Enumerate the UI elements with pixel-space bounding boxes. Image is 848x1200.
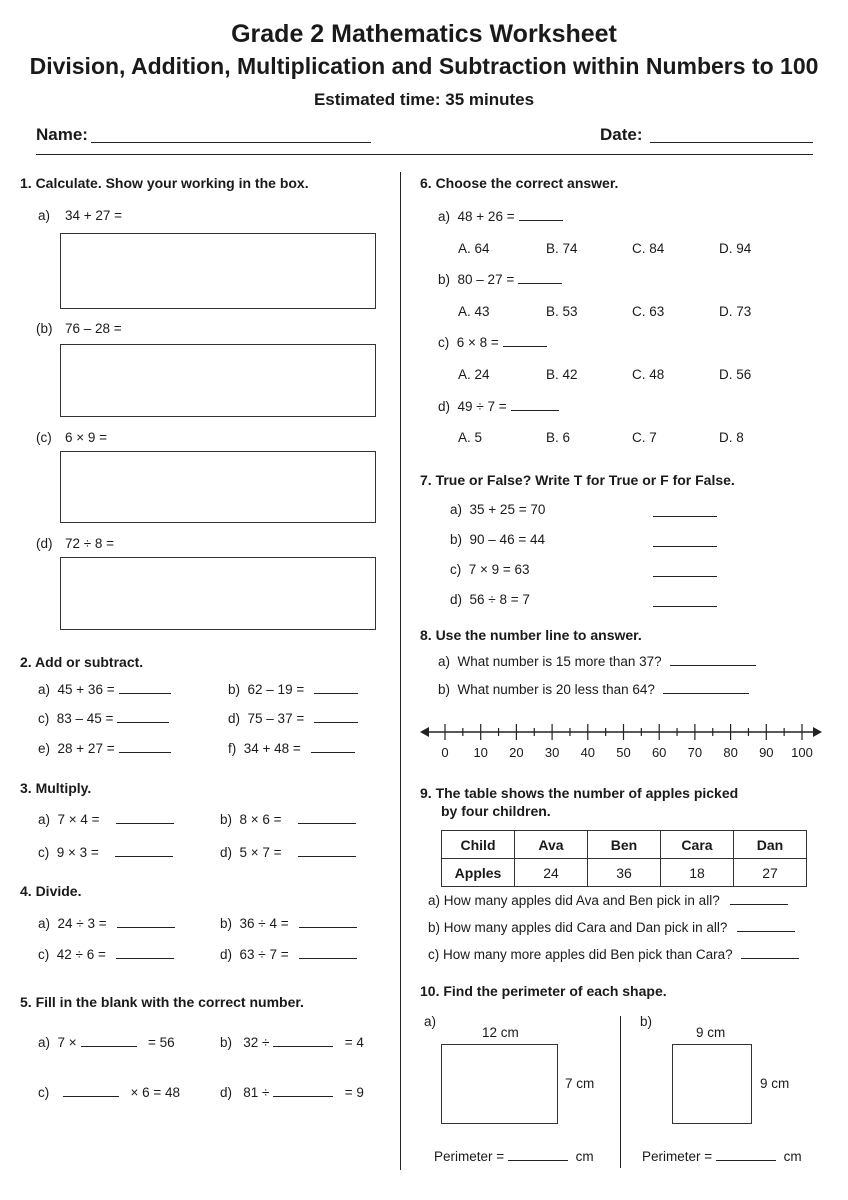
answer-blank[interactable]	[670, 665, 756, 666]
q3-item: a) 7 × 4 =	[38, 812, 174, 827]
q1-item-expr: 34 + 27 =	[65, 208, 123, 223]
worksheet-subtitle: Division, Addition, Multiplication and Subtraction within Numbers to 100	[29, 53, 819, 79]
answer-blank[interactable]	[518, 283, 562, 284]
answer-blank[interactable]	[298, 856, 356, 857]
table-header: Child	[442, 831, 515, 859]
q4-item: a) 24 ÷ 3 =	[38, 916, 175, 931]
number-line-label: 10	[473, 745, 488, 760]
answer-blank[interactable]	[716, 1160, 776, 1161]
q6-option[interactable]: D. 56	[719, 367, 752, 382]
q8-item: a) What number is 15 more than 37?	[438, 654, 756, 669]
q5-item: c) × 6 = 48	[38, 1085, 181, 1100]
number-line-label: 60	[651, 745, 667, 760]
number-line	[420, 720, 825, 744]
q1-item-label: (b)	[36, 321, 53, 336]
answer-blank[interactable]	[117, 722, 169, 723]
q6-option[interactable]: C. 84	[632, 241, 665, 256]
answer-blank[interactable]	[653, 576, 717, 577]
q1-working-box-a[interactable]	[60, 233, 376, 309]
q6-option[interactable]: C. 63	[632, 304, 665, 319]
q9-item: b) How many apples did Cara and Dan pick in all?	[428, 920, 795, 935]
shape-a-side-length: 7 cm	[565, 1076, 595, 1091]
answer-blank[interactable]	[273, 1096, 333, 1097]
perimeter-a: Perimeter = cm	[434, 1149, 594, 1164]
q6-option[interactable]: B. 6	[546, 430, 571, 445]
q1-title: 1. Calculate. Show your working in the box.	[20, 175, 309, 191]
shape-b-label: b)	[640, 1014, 653, 1029]
answer-blank[interactable]	[119, 693, 171, 694]
q6-option[interactable]: D. 73	[719, 304, 752, 319]
table-header: Apples	[442, 859, 515, 887]
right-arrow-icon	[813, 727, 822, 737]
table-cell: 18	[661, 859, 734, 887]
q6-option[interactable]: C. 48	[632, 367, 665, 382]
answer-blank[interactable]	[116, 958, 174, 959]
q1-working-box-b[interactable]	[60, 344, 376, 417]
q6-option[interactable]: A. 24	[458, 367, 490, 382]
answer-blank[interactable]	[653, 546, 717, 547]
q2-item: b) 62 – 19 =	[228, 682, 358, 697]
shape-b-top-length: 9 cm	[696, 1025, 726, 1040]
table-cell: Dan	[734, 831, 807, 859]
number-line-label: 30	[544, 745, 560, 760]
q1-working-box-d[interactable]	[60, 557, 376, 630]
number-line-label: 70	[687, 745, 703, 760]
answer-blank[interactable]	[119, 752, 171, 753]
q2-item: e) 28 + 27 =	[38, 741, 171, 756]
apples-table	[441, 830, 807, 887]
answer-blank[interactable]	[741, 958, 799, 959]
q2-item: d) 75 – 37 =	[228, 711, 358, 726]
q6-option[interactable]: B. 42	[546, 367, 578, 382]
q6-question: b) 80 – 27 =	[438, 272, 562, 287]
q1-item-label: (d)	[36, 536, 53, 551]
q9-item: a) How many apples did Ava and Ben pick in all?	[428, 893, 788, 908]
q5-item: d) 81 ÷ = 9	[220, 1085, 364, 1100]
q6-option[interactable]: B. 53	[546, 304, 578, 319]
worksheet-title: Grade 2 Mathematics Worksheet	[231, 20, 617, 48]
number-line-label: 20	[509, 745, 524, 760]
q1-item-expr: 76 – 28 =	[65, 321, 122, 336]
answer-blank[interactable]	[81, 1046, 137, 1047]
answer-blank[interactable]	[115, 856, 173, 857]
answer-blank[interactable]	[311, 752, 355, 753]
answer-blank[interactable]	[653, 516, 717, 517]
q6-option[interactable]: A. 43	[458, 304, 490, 319]
number-line-label: 0	[441, 745, 449, 760]
q1-item-expr: 72 ÷ 8 =	[65, 536, 115, 551]
q7-item: d) 56 ÷ 8 = 7	[450, 592, 530, 607]
q2-item: c) 83 – 45 =	[38, 711, 169, 726]
q7-item: b) 90 – 46 = 44	[450, 532, 545, 547]
number-line-label: 40	[580, 745, 596, 760]
number-line-label: 90	[759, 745, 774, 760]
q8-item: b) What number is 20 less than 64?	[438, 682, 749, 697]
answer-blank[interactable]	[653, 606, 717, 607]
q9-title: 9. The table shows the number of apples picked	[420, 785, 739, 801]
q4-item: d) 63 ÷ 7 =	[220, 947, 357, 962]
q8-title: 8. Use the number line to answer.	[420, 627, 642, 643]
q4-item: c) 42 ÷ 6 =	[38, 947, 174, 962]
table-cell: 36	[588, 859, 661, 887]
q10-title: 10. Find the perimeter of each shape.	[420, 983, 667, 999]
shape-divider	[620, 1016, 621, 1168]
table-cell: Ava	[515, 831, 588, 859]
square-shape	[672, 1044, 752, 1124]
column-divider	[400, 172, 401, 1170]
q6-title: 6. Choose the correct answer.	[420, 175, 619, 191]
answer-blank[interactable]	[508, 1160, 568, 1161]
q6-question: c) 6 × 8 =	[438, 335, 547, 350]
q2-item: f) 34 + 48 =	[228, 741, 355, 756]
q5-title: 5. Fill in the blank with the correct number.	[20, 994, 304, 1010]
date-field[interactable]	[650, 142, 813, 143]
date-label: Date:	[600, 125, 643, 144]
number-line-label: 100	[791, 745, 813, 760]
name-field[interactable]	[91, 142, 371, 143]
answer-blank[interactable]	[314, 693, 358, 694]
q1-item-label: (c)	[36, 430, 52, 445]
q2-item: a) 45 + 36 =	[38, 682, 171, 697]
q7-title: 7. True or False? Write T for True or F for False.	[420, 472, 735, 488]
q4-item: b) 36 ÷ 4 =	[220, 916, 357, 931]
q9-title-cont: by four children.	[441, 803, 551, 819]
q6-option[interactable]: D. 8	[719, 430, 744, 445]
q2-title: 2. Add or subtract.	[20, 654, 144, 670]
name-label: Name:	[36, 125, 88, 144]
answer-blank[interactable]	[117, 927, 175, 928]
header-divider	[36, 154, 813, 155]
q6-option[interactable]: C. 7	[632, 430, 657, 445]
q6-option[interactable]: D. 94	[719, 241, 752, 256]
q5-item: b) 32 ÷ = 4	[220, 1035, 364, 1050]
q7-item: a) 35 + 25 = 70	[450, 502, 546, 517]
perimeter-b: Perimeter = cm	[642, 1149, 802, 1164]
q9-item: c) How many more apples did Ben pick than Cara?	[428, 947, 799, 962]
answer-blank[interactable]	[299, 958, 357, 959]
table-cell: 27	[734, 859, 807, 887]
shape-b-side-length: 9 cm	[760, 1076, 790, 1091]
q3-item: c) 9 × 3 =	[38, 845, 173, 860]
q3-item: d) 5 × 7 =	[220, 845, 356, 860]
number-line-label: 50	[616, 745, 631, 760]
answer-blank[interactable]	[298, 823, 356, 824]
q6-question: d) 49 ÷ 7 =	[438, 399, 559, 414]
table-cell: 24	[515, 859, 588, 887]
q6-option[interactable]: A. 64	[458, 241, 490, 256]
left-arrow-icon	[420, 727, 429, 737]
shape-a-top-length: 12 cm	[482, 1025, 519, 1040]
q3-title: 3. Multiply.	[20, 780, 92, 796]
q4-title: 4. Divide.	[20, 883, 82, 899]
q6-option[interactable]: A. 5	[458, 430, 483, 445]
answer-blank[interactable]	[116, 823, 174, 824]
table-cell: Ben	[588, 831, 661, 859]
answer-blank[interactable]	[63, 1096, 119, 1097]
answer-blank[interactable]	[663, 693, 749, 694]
answer-blank[interactable]	[737, 931, 795, 932]
table-cell: Cara	[661, 831, 734, 859]
answer-blank[interactable]	[730, 904, 788, 905]
answer-blank[interactable]	[511, 410, 559, 411]
q6-question: a) 48 + 26 =	[438, 209, 563, 224]
estimated-time: Estimated time: 35 minutes	[313, 90, 535, 109]
answer-blank[interactable]	[273, 1046, 333, 1047]
number-line-label: 80	[723, 745, 738, 760]
answer-blank[interactable]	[519, 220, 563, 221]
answer-blank[interactable]	[314, 722, 358, 723]
answer-blank[interactable]	[299, 927, 357, 928]
q1-item-expr: 6 × 9 =	[65, 430, 108, 445]
shape-a-label: a)	[424, 1014, 437, 1029]
q5-item: a) 7 × = 56	[38, 1035, 175, 1050]
q6-option[interactable]: B. 74	[546, 241, 578, 256]
q3-item: b) 8 × 6 =	[220, 812, 356, 827]
answer-blank[interactable]	[503, 346, 547, 347]
rectangle-shape	[441, 1044, 558, 1124]
q1-working-box-c[interactable]	[60, 451, 376, 523]
q1-item-label: a)	[38, 208, 51, 223]
q7-item: c) 7 × 9 = 63	[450, 562, 530, 577]
